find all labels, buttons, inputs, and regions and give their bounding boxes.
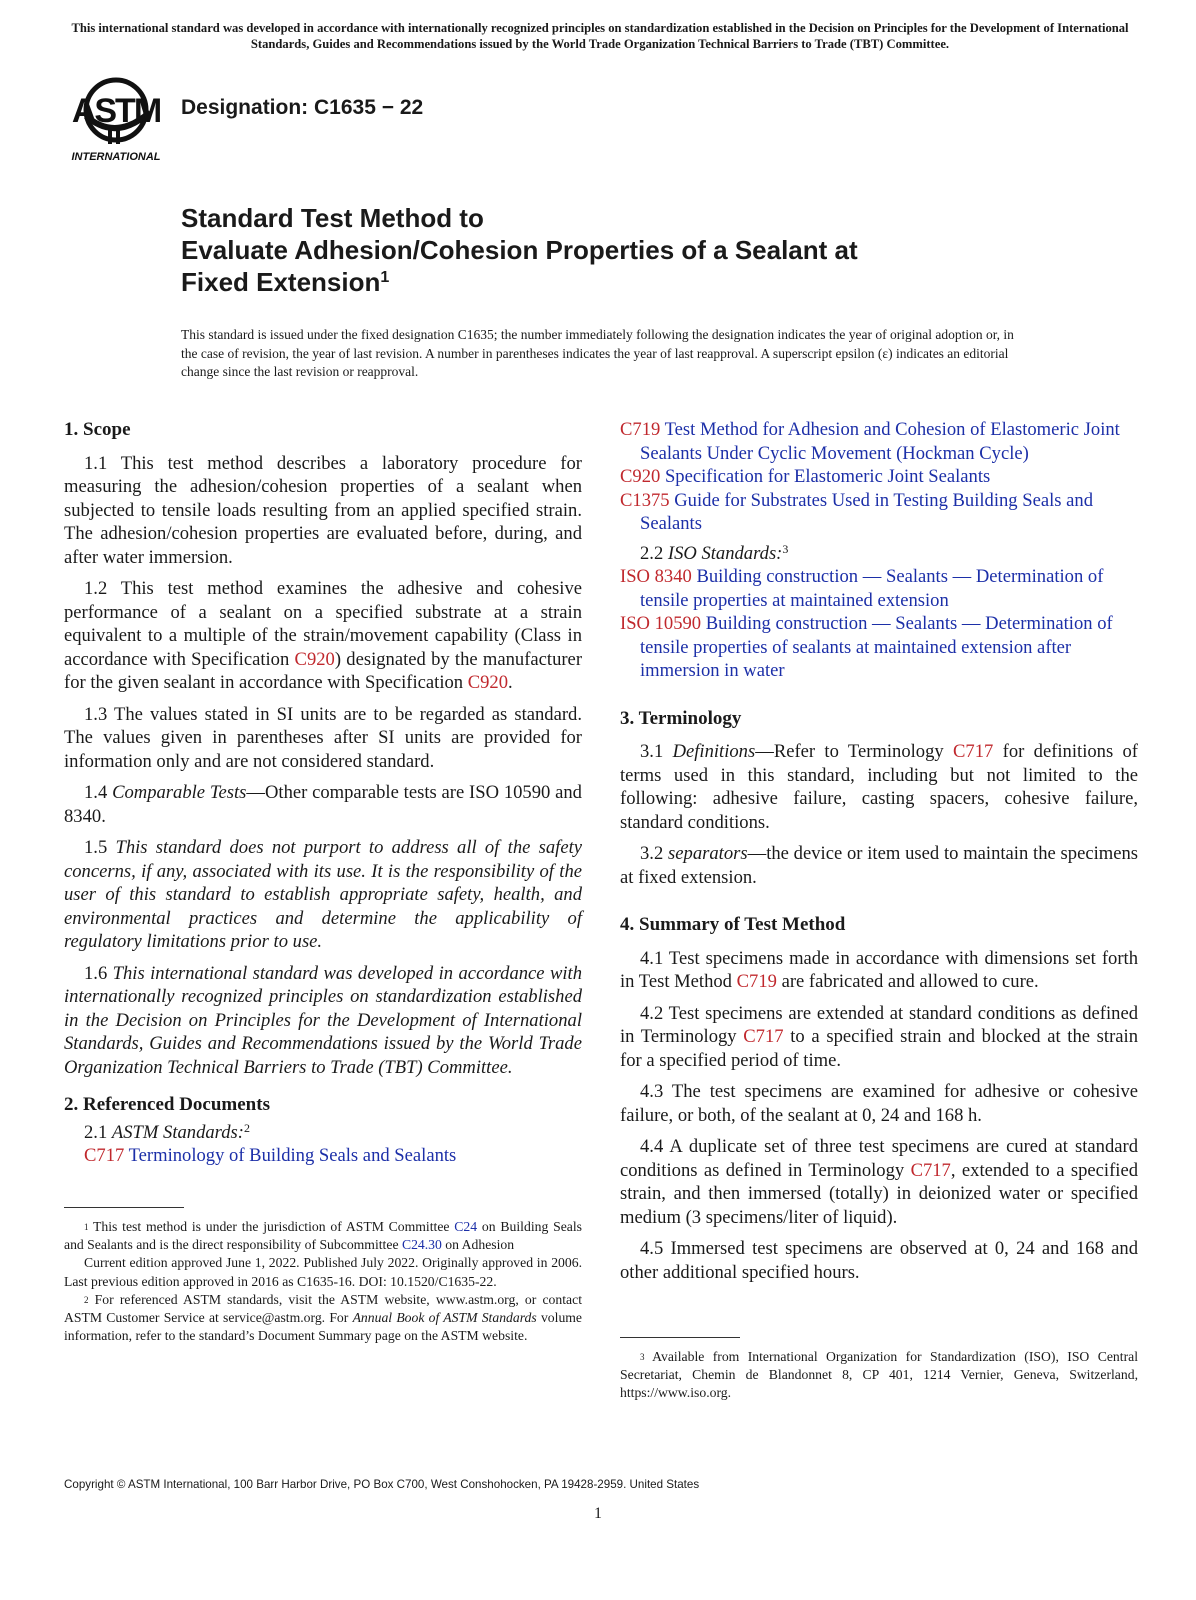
wto-notice: This international standard was developed in accordance with internationally recognized principles on standardization established in the Decision on Principles for the Development of International Standards, Guides and Recommendations issued by the World Trade Organization Technical Barriers to Trade (TBT) Committee. <box>71 21 1129 51</box>
ref-item[interactable] <box>620 565 1138 612</box>
issue-note: This standard is issued under the fixed designation C1635; the number immediately following the designation indicates the year of original adoption or, in the case of revision, the year of last revision. A number in parentheses indicates the year of last reapproval. A superscript epsilon (ε) indicates an editorial change since the last revision or reapproval. <box>181 327 1014 379</box>
link-c717[interactable]: C717 <box>743 1026 784 1047</box>
link-c920[interactable]: C920 <box>467 672 509 693</box>
ref-code[interactable]: C717 <box>84 1145 125 1166</box>
text: ) designated by the manufacturer for the given sealant in accordance with Specification <box>64 648 583 693</box>
footnote-1 <box>64 1218 582 1254</box>
text: for definitions of terms used in this standard, including but not limited to the following: adhesive failure, casting spacers, cohesive failure, standard conditions. <box>620 741 1139 833</box>
footnote-divider <box>620 1337 740 1338</box>
text: —Refer to Terminology <box>755 741 954 762</box>
text: on Building Seals and Sealants and is the direct responsibility of Subcommittee <box>64 1219 582 1253</box>
footnotes-right <box>620 1337 1138 1403</box>
paragraph-4-1 <box>620 947 1138 994</box>
logo-subtitle: INTERNATIONAL <box>71 151 161 163</box>
text: . <box>508 672 513 693</box>
num: 1.4 <box>84 782 113 803</box>
paragraph-4-3: 4.3 The test specimens are examined for adhesive or cohesive failure, or both, of the sealant at 0, 24 and 168 h. <box>620 1081 1138 1126</box>
ref-code[interactable]: ISO 8340 <box>620 566 692 587</box>
paragraph-1-3: 1.3 The values stated in SI units are to be regarded as standard. The values given in parentheses after SI units are provided for information only and are not considered standard. <box>64 703 582 772</box>
text: 4.2 Test specimens are extended at standard conditions as defined in Terminology <box>620 1002 1138 1047</box>
num: 1.6 <box>84 962 113 984</box>
footnote-mark: 3 <box>640 1352 645 1362</box>
ref-title[interactable]: Specification for Elastomeric Joint Sealants <box>664 466 991 487</box>
link-c717[interactable]: C717 <box>953 741 994 762</box>
link-c24[interactable]: C24 <box>454 1219 478 1234</box>
ref-code[interactable]: C1375 <box>620 489 670 511</box>
ref-title[interactable]: Test Method for Adhesion and Cohesion of Elastomeric Joint Sealants Under Cyclic Movement (Hockman Cycle) <box>640 419 1120 464</box>
text: to a specified strain and blocked at the strain for a specified period of time. <box>620 1026 1138 1071</box>
ref-item[interactable] <box>620 418 1138 465</box>
right-column <box>620 418 1138 1292</box>
link-c920[interactable]: C920 <box>294 648 335 670</box>
term: Definitions <box>672 741 756 762</box>
text: volume information, refer to the standard’s Document Summary page on the ASTM website. <box>64 1310 583 1344</box>
num: 3.1 <box>640 741 673 762</box>
footnote-edition: Current edition approved June 1, 2022. Published July 2022. Originally approved in 2006. Last previous edition approved in 2016 as C1635-16. DOI: 10.1520/C1635-22. <box>64 1255 582 1289</box>
paragraph-1-2 <box>64 577 582 695</box>
text: —Other comparable tests are ISO 10590 and 8340. <box>64 782 582 827</box>
ref-title[interactable]: Guide for Substrates Used in Testing Building Seals and Sealants <box>640 489 1093 534</box>
footnote-mark: 2 <box>243 1120 250 1135</box>
text: on Adhesion <box>441 1237 515 1253</box>
paragraph-4-2 <box>620 1002 1138 1073</box>
footnote-mark: 3 <box>782 541 789 556</box>
ref-title[interactable]: Building construction — Sealants — Determination of tensile properties of sealants at maintained extension after immersion in water <box>640 613 1113 681</box>
title-footnote-mark: 1 <box>380 269 390 286</box>
label: ISO Standards: <box>667 542 783 564</box>
text: , extended to a specified strain, and then immersed (totally) in deionized water or specified medium (3 specimens/liter of liquid). <box>620 1159 1138 1228</box>
astm-standards-label <box>64 1121 582 1145</box>
designation: Designation: C1635 − 22 <box>181 96 424 119</box>
ref-code[interactable]: C920 <box>620 466 661 487</box>
ref-title[interactable]: Building construction — Sealants — Determination of tensile properties at maintained extension <box>640 566 1104 611</box>
term: separators <box>668 843 748 864</box>
label: ASTM Standards: <box>111 1121 244 1143</box>
section-heading-terminology: 3. Terminology <box>620 707 742 729</box>
footnote-3 <box>620 1348 1138 1403</box>
num: 2.2 <box>640 542 668 564</box>
text: This test method is under the jurisdiction of ASTM Committee <box>88 1219 455 1234</box>
link-c719[interactable]: C719 <box>736 971 777 992</box>
ref-title[interactable]: Terminology of Building Seals and Sealants <box>128 1145 457 1166</box>
text: For referenced ASTM standards, visit the ASTM website, www.astm.org, or contact ASTM Customer Service at service@astm.org. For <box>64 1291 582 1326</box>
paragraph-3-2 <box>620 842 1138 889</box>
ref-item[interactable] <box>620 612 1138 683</box>
link-c24-30[interactable]: C24.30 <box>401 1237 442 1253</box>
text: —the device or item used to maintain the specimens at fixed extension. <box>620 843 1139 888</box>
logo-wordmark: ASTM <box>71 92 161 130</box>
paragraph-1-5 <box>64 836 582 954</box>
paragraph-1-4 <box>64 781 582 828</box>
term: Comparable Tests <box>112 782 247 803</box>
iso-standards-label <box>620 542 1138 566</box>
section-heading-summary: 4. Summary of Test Method <box>620 914 846 935</box>
link-c717[interactable]: C717 <box>910 1159 951 1181</box>
paragraph-4-4 <box>620 1135 1138 1229</box>
title-line-3: Fixed Extension <box>181 267 381 297</box>
paragraph-1-1: 1.1 This test method describes a laboratory procedure for measuring the adhesion/cohesion properties of a sealant when subjected to tensile loads resulting from an applied specified strain. The adhesion/cohesion properties are evaluated before, during, and after water immersion. <box>64 452 582 568</box>
ref-item[interactable] <box>620 465 1138 489</box>
paragraph-1-6 <box>64 962 582 1080</box>
text: Annual Book of ASTM Standards <box>352 1310 537 1326</box>
title-line-1: Standard Test Method to <box>181 203 484 233</box>
footnote-divider <box>64 1207 184 1208</box>
ref-code[interactable]: ISO 10590 <box>620 613 702 634</box>
section-heading-referenced: 2. Referenced Documents <box>64 1094 270 1115</box>
astm-logo <box>66 72 170 168</box>
text: 1.2 This test method examines the adhesive and cohesive performance of a sealant on a specified substrate at a strain equivalent to a multiple of the strain/movement capability (Class in accordance with Specification <box>64 578 582 670</box>
paragraph-4-5: 4.5 Immersed test specimens are observed at 0, 24 and 168 and other additional specified hours. <box>620 1238 1138 1283</box>
ref-code[interactable]: C719 <box>620 419 661 440</box>
paragraph-3-1 <box>620 740 1138 834</box>
text: 4.4 A duplicate set of three test specimens are cured at standard conditions as defined in Terminology <box>620 1136 1138 1181</box>
ref-item[interactable] <box>620 489 1138 536</box>
page-number: 1 <box>594 1505 602 1522</box>
title-line-2: Evaluate Adhesion/Cohesion Properties of a Sealant at <box>181 235 858 265</box>
footnote-2 <box>64 1291 582 1346</box>
footnote-mark: 1 <box>84 1222 89 1232</box>
text: This international standard was developed in accordance with internationally recognized principles on standardization established in the Decision on Principles for the Development of International Standards, Guides and Recommendations issued by the World Trade Organization Technical Barriers to Trade (TBT) Committee. <box>64 962 583 1078</box>
num: 3.2 <box>640 843 669 864</box>
astm-logo-mark <box>66 72 170 168</box>
footnote-mark: 2 <box>84 1294 89 1305</box>
text: are fabricated and allowed to cure. <box>776 971 1039 992</box>
num: 1.5 <box>84 837 116 858</box>
num: 2.1 <box>84 1121 112 1143</box>
text: Available from International Organization for Standardization (ISO), ISO Central Secretariat, Chemin de Blandonnet 8, CP 401, 1214 Vernier, Geneva, Switzerland, https://www.iso.org. <box>620 1349 1138 1401</box>
copyright: Copyright © ASTM International, 100 Barr Harbor Drive, PO Box C700, West Conshohocken, PA 19428-2959. United States <box>64 1478 700 1491</box>
footnotes-left <box>64 1207 582 1345</box>
text: This standard does not purport to address all of the safety concerns, if any, associated with its use. It is the responsibility of the user of this standard to establish appropriate safety, health, and environmental practices and determine the applicability of regulatory limitations prior to use. <box>64 837 582 952</box>
document-title <box>181 202 1081 298</box>
text: 4.1 Test specimens made in accordance with dimensions set forth in Test Method <box>620 947 1138 992</box>
ref-item[interactable] <box>64 1144 582 1168</box>
left-column <box>64 418 582 1168</box>
section-heading-scope: 1. Scope <box>64 419 131 440</box>
